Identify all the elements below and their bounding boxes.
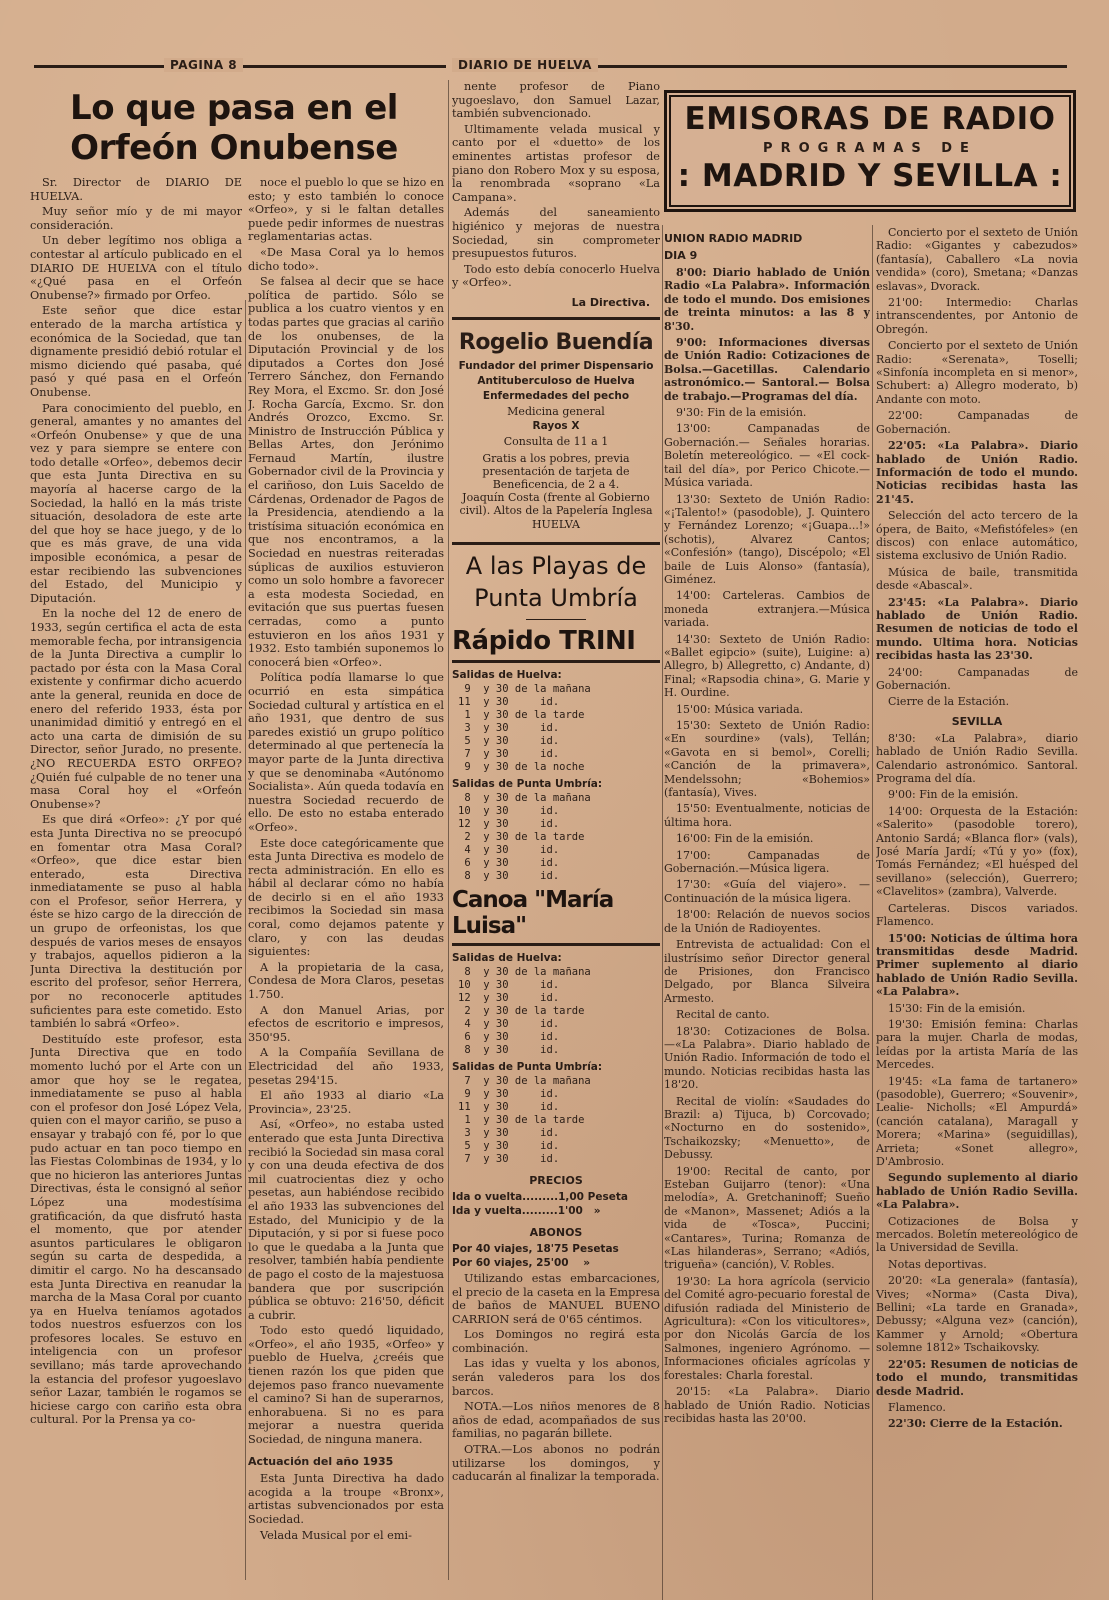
article-paragraph: noce el pueblo lo que se hizo en esto; y esto también lo conoce «Orfeo», y si le faltan detalles puede pedir informes de nuestras reglamentarias actas. <box>248 176 444 244</box>
program-entry: Flamenco. <box>888 1400 946 1414</box>
program-entry: 23'45: «La Palabra». Diario hablado de Unión Radio. Resumen de noticias de todo el mundo. Ultima hora. Noticias recibidas hasta las 23'30. <box>876 595 1078 663</box>
program-entry: 13'30: Sexteto de Unión Radio: «¡Talento!» (pasodoble), J. Quintero y Fernández Lorenzo; «¡Guapa...!» (schotis), Alvarez Cantos; «Confesión» (tango), Discépolo; «El baile de Luis Alonso» (fantasía), Giménez. <box>664 492 870 586</box>
program-entry: 9'30: Fin de la emisión. <box>676 406 807 420</box>
radio-subtitle: PROGRAMAS DE <box>763 141 977 156</box>
price-line: Ida o vuelta.........1,00 Peseta <box>452 1190 628 1203</box>
schedule-row: 5 y 30 id. <box>458 734 560 747</box>
article-title-wrap <box>24 84 444 176</box>
program-entry: Cierre de la Estación. <box>888 695 1010 709</box>
article-paragraph: Destituído este profesor, esta Junta Directiva que en todo momento luchó por el Arte con un amor que hoy se le regatea, inmediatamente se puso al habla con el profesor don José López Vela, quien con el mayor cariño, se puso a ensayar y trabajó con fé, por lo que pudo actuar en tan poco tiempo en las Fiestas Colombinas de 1934, y lo que no hicieron las anteriores Juntas Directivas, ésta le consignó al señor López una modestísima gratificación, da que disfrutó hasta el momento, que por atender asuntos particulares le obligaron según su carta de despedida, a dimitir el cargo. No ha descansado esta Junta Directiva en reanudar la marcha de la Masa Coral por cuanto ya en Huelva teníamos agotados todos nuestros esfuerzos con los profesores locales. Se estuvo en inteligencia con un profesor sevillano; más tarde aprovechando la estancia del profesor yugoeslavo señor Lazar, también le rogamos se hiciese cargo con cariño esta obra cultural. Por la Prensa ya co- <box>30 1032 242 1427</box>
schedule-row: 1 y 30 de la tarde <box>458 1113 585 1126</box>
article-paragraph: El año 1933 al diario «La Provincia», 23'25. <box>248 1089 444 1116</box>
radio-station: UNION RADIO MADRID <box>664 232 803 245</box>
article-paragraph: A la Compañía Sevillana de Electricidad del año 1933, pesetas 294'15. <box>248 1046 444 1087</box>
page-header <box>34 58 1071 74</box>
article-signoff: La Directiva. <box>571 295 650 309</box>
program-entry: Carteleras. Discos variados. Flamenco. <box>876 901 1078 929</box>
playas-line-1: A las Playas de <box>465 551 647 580</box>
prices-head: PRECIOS <box>529 1173 583 1187</box>
ad-divider <box>452 317 660 320</box>
ad-line: Gratis a los pobres, previa presentación de tarjeta de Beneficencia, de 2 a 4. <box>482 451 630 491</box>
maria-out-head: Salidas de Huelva: <box>452 951 562 964</box>
radio-cities: : MADRID Y SEVILLA : <box>677 158 1063 194</box>
article-subhead: Actuación del año 1935 <box>248 1454 394 1468</box>
program-entry: 22'30: Cierre de la Estación. <box>888 1417 1063 1431</box>
program-entry: 19'45: «La fama de tartanero» (pasodoble), Guerrero; «Souvenir», Lealie- Nicholls; «El Ampurdá» (canción catalana), Maragall y Morera; «Marina» (seguidillas), Arrieta; «Sonet allegro», D'Ambrosio. <box>876 1074 1078 1168</box>
article-column-2 <box>248 176 444 1586</box>
maria-title: Canoa "María Luisa" <box>452 886 614 939</box>
column-rule <box>245 300 246 1580</box>
program-entry: 18'00: Relación de nuevos socios de la Unión de Radioyentes. <box>664 908 870 935</box>
program-entry: Concierto por el sexteto de Unión Radio: «Gigantes y cabezudos» (fantasía), Caballero «La novia vendida» (coro), Smetana; «Danzas eslavas», Dvorack. <box>876 226 1078 293</box>
abono-line: Por 60 viajes, 25'00 » <box>452 1256 590 1269</box>
column-rule <box>662 225 663 1600</box>
program-entry: 18'30: Cotizaciones de Bolsa.—«La Palabra». Diario hablado de Unión Radio. Información de todo el mundo. Noticias recibidas hasta las 18'20. <box>664 1024 870 1092</box>
program-entry: 15'30: Fin de la emisión. <box>888 1001 1026 1015</box>
program-entry: 8'00: Diario hablado de Unión Radio «La Palabra». Información de todo el mundo. Dos emisiones de treinta minutos: a las 8 y 8'30. <box>664 266 870 333</box>
schedule-row: 4 y 30 id. <box>458 1017 560 1030</box>
schedule-row: 12 y 30 id. <box>458 991 560 1004</box>
schedule-row: 7 y 30 de la mañana <box>458 1074 591 1087</box>
program-entry: 19'30: Emisión femina: Charlas para la mujer. Charla de modas, leídas por la artista María de las Mercedes. <box>876 1017 1078 1072</box>
article-paragraph: «De Masa Coral ya lo hemos dicho todo». <box>248 245 444 273</box>
schedule-row: 9 y 30 de la noche <box>458 760 585 773</box>
ad-divider <box>452 542 660 545</box>
ad-line: Fundador del primer Dispensario Antituberculoso de Huelva <box>458 359 654 387</box>
program-entry: 17'30: «Guía del viajero». — Continuación de la música ligera. <box>664 878 870 905</box>
program-entry: 22'05: «La Palabra». Diario hablado de Unión Radio. Información de todo el mundo. Noticias recibidas hasta las 21'45. <box>876 439 1078 506</box>
program-entry: 19'30: La hora agrícola (servicio del Comité agro-pecuario forestal de difusión radiada del Ministerio de Agricultura): «Con los viticultores», por don Nicolás García de los Salmones, ingeniero Agrónomo. — Informaciones oficiales agrícolas y forestales: Charla forestal. <box>664 1274 870 1382</box>
ad-divider <box>452 660 660 663</box>
page-number: PAGINA 8 <box>164 58 243 72</box>
program-entry: Segundo suplemento al diario hablado de Unión Radio Sevilla. «La Palabra». <box>876 1171 1078 1212</box>
program-entry: Música de baile, transmitida desde «Abascal». <box>876 565 1078 593</box>
article-paragraph: A don Manuel Arias, por efectos de escritorio e impresos, 350'95. <box>248 1003 444 1044</box>
maria-back-schedule <box>452 1075 660 1166</box>
program-entry: 22'05: Resumen de noticias de todo el mundo, transmitidas desde Madrid. <box>876 1357 1078 1398</box>
trini-title: Rápido TRINI <box>452 625 636 656</box>
radio-title: EMISORAS DE RADIO <box>684 101 1056 137</box>
article-paragraph: Un deber legítimo nos obliga a contestar al artículo publicado en el DIARIO DE HUELVA con el título «¿Qué pasa en el Orfeón Onubense?» firmado por Orfeo. <box>30 234 242 302</box>
schedule-row: 3 y 30 id. <box>458 1126 560 1139</box>
schedule-row: 7 y 30 id. <box>458 747 560 760</box>
program-entry: 9'00: Informaciones diversas de Unión Radio: Cotizaciones de Bolsa.—Gacetillas. Calendario astronómico.— Santoral.— Bolsa de trabajo.—Programas del día. <box>664 336 870 403</box>
ad-divider <box>452 943 660 946</box>
program-entry: 21'00: Intermedio: Charlas intranscendentes, por Antonio de Obregón. <box>876 296 1078 336</box>
schedule-row: 9 y 30 id. <box>458 1087 560 1100</box>
trini-out-head: Salidas de Huelva: <box>452 668 562 681</box>
article-paragraph: En la noche del 12 de enero de 1933, según certifica el acta de esta memorable fecha, por intransigencia de la Junta Directiva a cumplir lo pactado por ésta con la Masa Coral existente y confirmar dicho acuerdo ante la general, reunida en doce de enero del referido 1933, ésta por unanimidad dimitió y entregó en el acto una carta de dimisión de su Director, señor Jurado, no presente. ¿NO RECUERDA ESTO ORFEO? ¿Quién fué culpable de no tener una masa Coral hoy el «Orfeón Onubense»? <box>30 607 242 811</box>
article-paragraph: A la propietaria de la casa, Condesa de Mora Claros, pesetas 1.750. <box>248 960 444 1002</box>
note-paragraph: NOTA.—Los niños menores de 8 años de edad, acompañados de sus familias, no pagarán billete. <box>452 1400 660 1441</box>
program-entry: 20'20: «La generala» (fantasía), Vives; «Norma» (Casta Diva), Bellini; «La tarde en Granada», Debussy; «Alguna vez» (canción), Kammer y Arnold; «Obertura solemne 1812» Tschaikovsky. <box>876 1274 1078 1355</box>
article-paragraph: Muy señor mío y de mi mayor consideración. <box>30 205 242 232</box>
article-paragraph: Se falsea al decir que se hace política de partido. Sólo se publica a los cuatro vientos y en todas partes que gracias al cariño de los onubenses, de la Diputación Provincial y de los diputados a Cortes don José Terrero Sánchez, don Fernando Rey Mora, el Excmo. Sr. don José J. Rocha García, Excmo. Sr. don Andrés Orozco, Excmo. Sr. Ministro de Instrucción Pública y Bellas Artes, don Jerónimo Fernaud Martín, ilustre Gobernador civil de la Provincia y el cariñoso, don Luis Saceldo de Cárdenas, Ordenador de Pagos de la Presidencia, atendiendo a la tristísima situación económica en que nos encontramos, a la Sociedad en nuestras reiteradas súplicas de auxilios estuvieron como un solo hombre a favorecer a esta modesta Sociedad, en evitación que sus puertas fuesen cerradas, como a punto estuvieron en los años 1931 y 1932. Esto también suponemos lo conocerá bien «Orfeo». <box>248 275 444 669</box>
schedule-row: 10 y 30 id. <box>458 804 560 817</box>
schedule-row: 8 y 30 de la mañana <box>458 791 591 804</box>
note-paragraph: Utilizando estas embarcaciones, el precio de la caseta en la Empresa de baños de MANUEL BUENO CARRION será de 0'65 céntimos. <box>452 1271 660 1326</box>
ad-line: Enfermedades del pecho <box>482 389 630 402</box>
ad-doctor-name: Rogelio Buendía <box>458 329 654 355</box>
schedule-row: 11 y 30 id. <box>458 695 560 708</box>
playas-line-2: Punta Umbría <box>474 583 638 612</box>
ad-city: HUELVA <box>531 517 581 531</box>
article-paragraph: Sr. Director de DIARIO DE HUELVA. <box>30 176 242 203</box>
schedule-row: 10 y 30 id. <box>458 978 560 991</box>
article-paragraph: Además del saneamiento higiénico y mejoras de nuestra Sociedad, sin comprometer presupuestos futuros. <box>452 206 660 261</box>
program-entry: 9'00: Fin de la emisión. <box>888 788 1019 802</box>
ad-line: Consulta de 11 a 1 <box>503 434 609 448</box>
schedule-row: 2 y 30 de la tarde <box>458 1004 585 1017</box>
article-paragraph: nente profesor de Piano yugoeslavo, don Samuel Lazar, también subvencionado. <box>452 80 660 121</box>
article-title: Lo que pasa en el Orfeón Onubense <box>70 88 398 168</box>
article-paragraph: Así, «Orfeo», no estaba usted enterado que esta Junta Directiva recibió la Sociedad sin masa coral y con una deuda efectiva de dos mil cuatrocientas diez y ocho pesetas, aun habiéndose recibido el año 1933 las subvenciones del Estado, del Municipio y de la Diputación, y si por si fuese poco lo que le quedaba a la Junta que resolver, también había pendiente de pago el costo de la majestuosa bandera que por suscripción pública se obtuvo: 216'50, déficit a cubrir. <box>248 1118 444 1322</box>
ad-line: Medicina general <box>507 404 605 418</box>
schedule-row: 8 y 30 de la mañana <box>458 965 591 978</box>
program-entry: 17'00: Campanadas de Gobernación.—Música ligera. <box>664 848 870 876</box>
schedule-row: 6 y 30 id. <box>458 1030 560 1043</box>
note-paragraph: OTRA.—Los abonos no podrán utilizarse los domingos, y caducarán al finalizar la temporada. <box>452 1443 660 1484</box>
schedule-row: 11 y 30 id. <box>458 1100 560 1113</box>
ad-buendia <box>452 326 660 536</box>
column-rule <box>872 225 873 1600</box>
price-line: Ida y vuelta.........1'00 » <box>452 1204 601 1217</box>
ornament-rule <box>526 619 586 620</box>
sevilla-head: SEVILLA <box>951 714 1003 728</box>
trini-back-schedule <box>452 792 660 883</box>
program-entry: Entrevista de actualidad: Con el ilustrísimo señor Director general de Prisiones, don Francisco Delgado, por Blanca Silveira Armesto. <box>664 938 870 1005</box>
program-entry: 13'00: Campanadas de Gobernación.— Señales horarias. Boletín metereológico. — «El cock-tail del día», por Perico Chicote.—Música variada. <box>664 422 870 490</box>
radio-day: DIA 9 <box>664 249 698 262</box>
ad-line: Joaquín Costa (frente al Gobierno civil). Altos de la Papelería Inglesa <box>459 490 653 517</box>
article-paragraph: Política podía llamarse lo que ocurrió en esta simpática Sociedad cultural y artística en el año 1931, que dentro de sus paredes existió un grupo político determinado al que pertenecía la mayor parte de la Junta directiva y que se denominaba «Autónomo Socialista». Aún queda todavía en nuestra Sociedad recuerdo de ello. De esto no estaba enterado «Orfeo». <box>248 671 444 834</box>
radio-column-2 <box>876 226 1078 1586</box>
article-paragraph: Esta Junta Directiva ha dado acogida a la troupe «Bronx», artistas subvencionados por esta Sociedad. <box>248 1472 444 1526</box>
program-entry: Cotizaciones de Bolsa y mercados. Boletín metereológico de la Universidad de Sevilla. <box>876 1214 1078 1255</box>
schedule-row: 9 y 30 de la mañana <box>458 682 591 695</box>
program-entry: Notas deportivas. <box>888 1257 987 1271</box>
trini-back-head: Salidas de Punta Umbría: <box>452 777 603 790</box>
schedule-row: 1 y 30 de la tarde <box>458 708 585 721</box>
schedule-row: 12 y 30 id. <box>458 817 560 830</box>
paper-name: DIARIO DE HUELVA <box>452 58 598 72</box>
program-entry: Selección del acto tercero de la ópera, de Baito, «Mefistófeles» (en discos) con enlace automático, sistema exclusivo de Unión Radio. <box>876 509 1078 563</box>
maria-back-head: Salidas de Punta Umbría: <box>452 1060 603 1073</box>
program-entry: 14'00: Orquesta de la Estación: «Salerito» (pasodoble torero), Antonio Sardá; «Blanca flor» (vals), José María Jardí; «Tú y yo» (fox), Tomás Fernández; «El huésped del sevillano» (selección), Guerrero; «Clavelitos» (zambra), Valverde. <box>876 804 1078 899</box>
program-entry: 22'00: Campanadas de Gobernación. <box>876 409 1078 436</box>
schedule-row: 7 y 30 id. <box>458 1152 560 1165</box>
ad-line: Rayos X <box>532 419 580 432</box>
article-paragraph: Todo esto quedó liquidado, «Orfeo», el año 1935, «Orfeo» y pueblo de Huelva, ¿creéis que tienen razón los que piden que dejemos paso franco nuevamente el camino? Si han de superarnos, enhorabuena. Si no es para mejorar a nuestra querida Sociedad, de ninguna manera. <box>248 1324 444 1447</box>
program-entry: 20'15: «La Palabra». Diario hablado de Unión Radio. Noticias recibidas hasta las 20'00. <box>664 1385 870 1425</box>
program-entry: 16'00: Fin de la emisión. <box>676 832 814 846</box>
program-entry: Concierto por el sexteto de Unión Radio: «Serenata», Toselli; «Sinfonía incompleta en si menor», Schubert: a) Allegro moderato, b) Andante con moto. <box>876 339 1078 406</box>
note-paragraph: Los Domingos no regirá esta combinación. <box>452 1328 660 1355</box>
schedule-row: 8 y 30 id. <box>458 1043 560 1056</box>
program-entry: 15'30: Sexteto de Unión Radio: «En sourdine» (vals), Tellán; «Gavota en si bemol», Corelli; «Canción de la primavera», Mendelssohn; «Bohemios» (fantasía), Vives. <box>664 719 870 800</box>
ads-column <box>452 80 660 1590</box>
article-paragraph: Todo esto debía conocerlo Huelva y «Orfeo». <box>452 262 660 290</box>
article-column-1 <box>30 176 242 1586</box>
program-entry: 15'00: Música variada. <box>676 702 804 716</box>
article-paragraph: Velada Musical por el emi- <box>260 1528 412 1542</box>
program-entry: 8'30: «La Palabra», diario hablado de Unión Radio Sevilla. Calendario astronómico. Santoral. Programa del día. <box>876 731 1078 786</box>
trini-out-schedule <box>452 683 660 774</box>
article-paragraph: Ultimamente velada musical y canto por el «duetto» de los eminentes artistas profesor de piano don Robero Mox y su esposa, la renombrada «soprano «La Campana». <box>452 122 660 204</box>
article-continuation <box>452 80 660 290</box>
schedule-row: 2 y 30 de la tarde <box>458 830 585 843</box>
schedule-row: 3 y 30 id. <box>458 721 560 734</box>
program-entry: 15'50: Eventualmente, noticias de última hora. <box>664 802 870 829</box>
program-entry: 19'00: Recital de canto, por Esteban Guijarro (tenor): «Una melodía», A. Gretchaninoff; Sueño de «Manon», Massenet; Adiós a la vida de «Tosca», Puccini; «Cantares», Turina; Romanza de «Las hilanderas», Serrano; «Adiós, trigueña» (canción), V. Robles. <box>664 1164 870 1272</box>
schedule-row: 8 y 30 id. <box>458 869 560 882</box>
article-paragraph: Este doce categóricamente que esta Junta Directiva es modelo de recta administración. En ello es hábil al declarar cómo no había de decirlo si en el año 1933 recibimos la Sociedad sin masa coral, como dejamos patente y claro, y con las deudas siguientes: <box>248 836 444 959</box>
radio-banner <box>664 90 1076 212</box>
schedule-row: 5 y 30 id. <box>458 1139 560 1152</box>
schedule-row: 4 y 30 id. <box>458 843 560 856</box>
column-rule <box>448 80 449 1580</box>
program-entry: Recital de violín: «Saudades do Brazil: a) Tijuca, b) Corcovado; «Nocturno en do sostenido», Tschaikozsky; «Menuetto», de Debussy. <box>664 1094 870 1162</box>
abono-line: Por 40 viajes, 18'75 Pesetas <box>452 1242 619 1255</box>
abonos-head: ABONOS <box>529 1225 583 1239</box>
schedule-row: 6 y 30 id. <box>458 856 560 869</box>
maria-out-schedule <box>452 966 660 1057</box>
article-paragraph: Para conocimiento del pueblo, en general, amantes y no amantes del «Orfeón Onubense» y que de una vez y para siempre se entere con todo detalle «Orfeo», debemos decir que esta Junta Directiva en su mayoría al hacerse cargo de la Sociedad, la halló en la más triste situación, desoladora de este arte del que hoy se hace juego, y de lo que es más grave, de una vida imposible económica, a pesar de estar recibiendo las subvenciones del Estado, del Municipio y Diputación. <box>30 401 242 605</box>
program-entry: 24'00: Campanadas de Gobernación. <box>876 665 1078 692</box>
program-entry: 14'30: Sexteto de Unión Radio: «Ballet egipcio» (suite), Luigine: a) Allegro, b) Allegretto, c) Andante, d) Final; «Rapsodia china», G. Marie y H. Ourdine. <box>664 632 870 700</box>
radio-column-1 <box>664 226 870 1586</box>
note-paragraph: Las idas y vuelta y los abonos, serán valederos para los dos barcos. <box>452 1357 660 1398</box>
article-paragraph: Es que dirá «Orfeo»: ¿Y por qué esta Junta Directiva no se preocupó en fomentar otra Masa Coral? «Orfeo», que dice estar bien enterado, esta Directiva inmediatamente se puso al habla con el Profesor, señor Herrera, y éste se hizo cargo de la dirección de un grupo de orfeonistas, los que después de varios meses de ensayos y trabajos, aquellos pidieron a la Junta Directiva la destitución por escrito del profesor, señor Herrera, por no reconocerle aptitudes suficientes para este cometido. Esto también lo sabrá «Orfeo». <box>30 813 242 1031</box>
program-entry: Recital de canto. <box>676 1008 770 1022</box>
program-entry: 15'00: Noticias de última hora transmitidas desde Madrid. Primer suplemento al diario hablado de Unión Radio Sevilla. «La Palabra». <box>876 931 1078 999</box>
program-entry: 14'00: Carteleras. Cambios de moneda extranjera.—Música variada. <box>664 589 870 630</box>
article-paragraph: Este señor que dice estar enterado de la marcha artística y económica de la Sociedad, que tan dignamente presidió debió rotular el mismo diciendo qué pasaba, qué pasó y qué pasa en el Orfeón Onubense. <box>30 304 242 399</box>
boat-notes <box>452 1272 660 1484</box>
